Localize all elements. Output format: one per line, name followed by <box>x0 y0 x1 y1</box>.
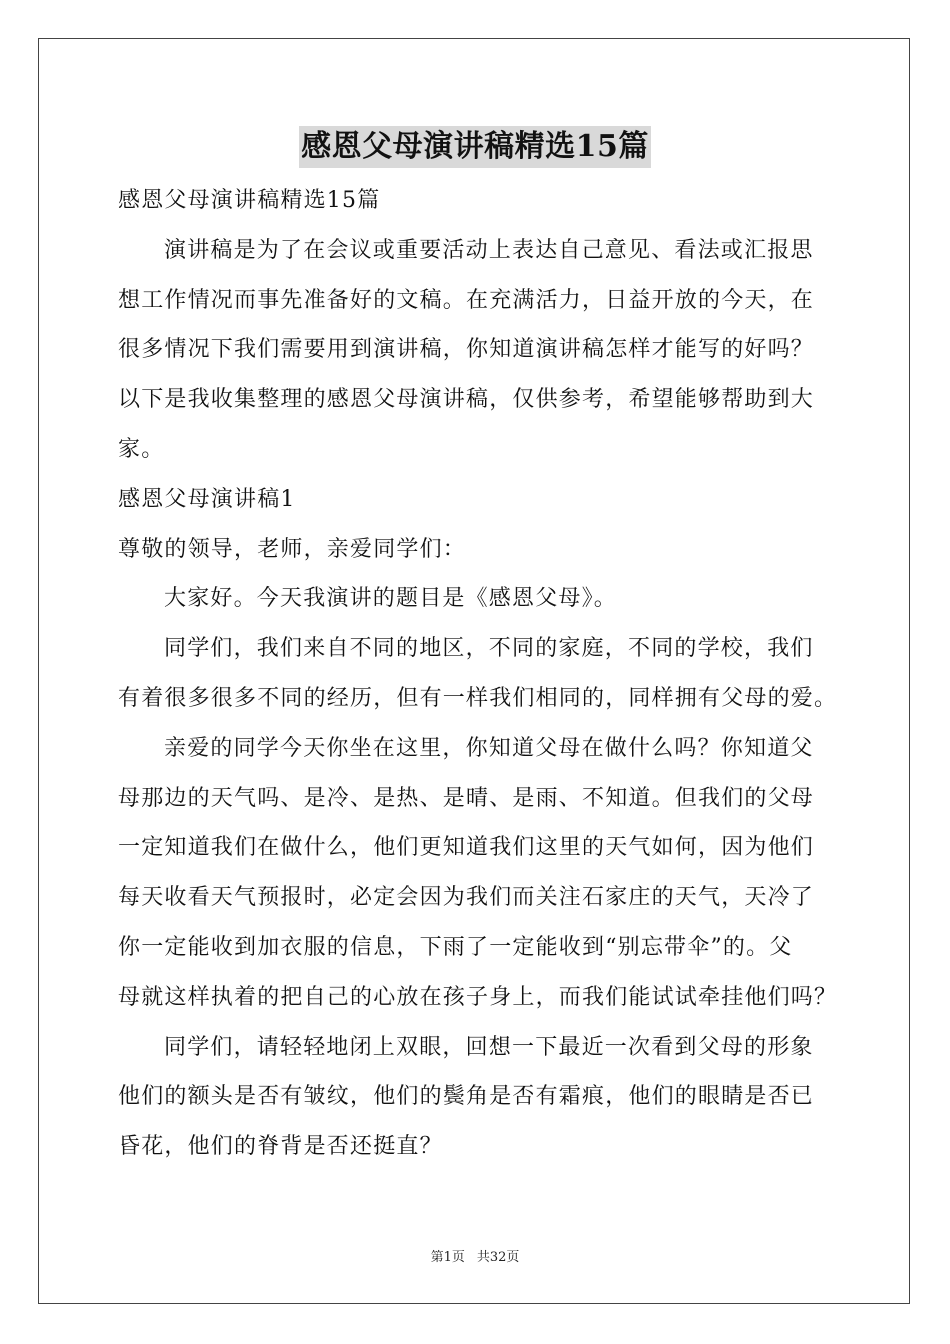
text-line: 母那边的天气吗、是冷、是热、是晴、是雨、不知道。但我们的父母 <box>118 785 815 811</box>
text-line: 大家好。今天我演讲的题目是《感恩父母》。 <box>164 586 618 612</box>
text-line: 想工作情况而事先准备好的文稿。在充满活力，日益开放的今天，在 <box>118 287 815 313</box>
text-line: 每天收看天气预报时，必定会因为我们而关注石家庄的天气，天冷了 <box>118 885 815 911</box>
title-wrap <box>0 126 950 168</box>
document-title: 感恩父母演讲稿精选15篇 <box>299 126 651 168</box>
page-number: 第1页 <box>430 1250 465 1265</box>
section-heading: 感恩父母演讲稿1 <box>118 486 296 512</box>
page-total: 共32页 <box>476 1250 520 1265</box>
text-line: 很多情况下我们需要用到演讲稿，你知道演讲稿怎样才能写的好吗？ <box>118 337 815 363</box>
page-footer <box>0 1246 950 1265</box>
document-body <box>118 176 838 1172</box>
text-line: 同学们，请轻轻地闭上双眼，回想一下最近一次看到父母的形象 <box>164 1034 814 1060</box>
text-line: 以下是我收集整理的感恩父母演讲稿，仅供参考，希望能够帮助到大 <box>118 387 815 413</box>
text-line: 感恩父母演讲稿精选15篇 <box>118 188 381 213</box>
text-line: 演讲稿是为了在会议或重要活动上表达自己意见、看法或汇报思 <box>164 237 814 263</box>
text-line: 你一定能收到加衣服的信息，下雨了一定能收到“别忘带伞”的。父 <box>118 934 793 960</box>
text-line: 一定知道我们在做什么，他们更知道我们这里的天气如何，因为他们 <box>118 835 815 861</box>
text-line: 昏花，他们的脊背是否还挺直？ <box>118 1134 443 1160</box>
text-line: 家。 <box>118 436 165 462</box>
text-line: 有着很多很多不同的经历，但有一样我们相同的，同样拥有父母的爱。 <box>118 685 838 711</box>
text-line: 他们的额头是否有皱纹，他们的鬓角是否有霜痕，他们的眼睛是否已 <box>118 1084 815 1110</box>
salutation: 尊敬的领导，老师，亲爱同学们： <box>118 536 467 562</box>
text-line: 亲爱的同学今天你坐在这里，你知道父母在做什么吗？你知道父 <box>164 735 814 761</box>
text-line: 同学们，我们来自不同的地区，不同的家庭，不同的学校，我们 <box>164 636 814 662</box>
text-line: 母就这样执着的把自己的心放在孩子身上，而我们能试试牵挂他们吗？ <box>118 984 838 1010</box>
